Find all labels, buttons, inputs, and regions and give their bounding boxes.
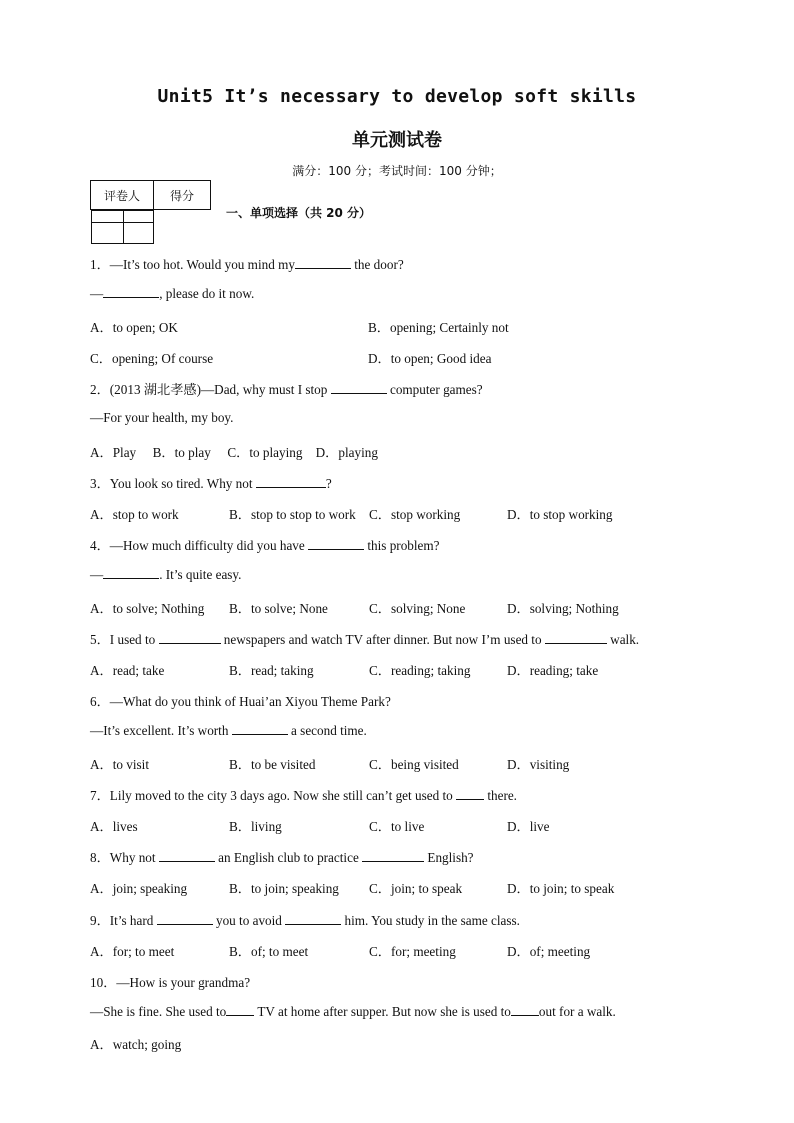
option-4d: D．solving; Nothing: [507, 601, 619, 616]
option-7d: D．live: [507, 819, 550, 834]
option-8b: B．to join; speaking: [229, 881, 339, 896]
option-6c: C．being visited: [369, 757, 459, 772]
question-4-reply: — . It’s quite easy.: [90, 567, 242, 582]
exam-meta: 满分：100 分；考试时间：100 分钟；: [292, 164, 502, 178]
answer-blank: [545, 631, 607, 644]
question-6: 6．—What do you think of Huai’an Xiyou Theme Park?: [90, 694, 391, 709]
answer-blank: [295, 256, 351, 269]
score-header: 得分: [154, 181, 211, 210]
section-heading: 一、单项选择（共 20 分）: [226, 206, 372, 220]
grader-cell: [91, 211, 124, 244]
option-4c: C．solving; None: [369, 601, 466, 616]
option-1a: A．to open; OK: [90, 320, 178, 335]
option-8c: C．join; to speak: [369, 881, 463, 896]
option-6d: D．visiting: [507, 757, 570, 772]
answer-blank: [103, 566, 159, 579]
answer-blank: [511, 1003, 539, 1016]
answer-blank: [256, 475, 326, 488]
option-9b: B．of; to meet: [229, 944, 309, 959]
option-5b: B．read; taking: [229, 663, 314, 678]
answer-blank: [159, 849, 215, 862]
option-7a: A．lives: [90, 819, 138, 834]
option-1c: C．opening; Of course: [90, 351, 214, 366]
option-3c: C．stop working: [369, 507, 461, 522]
answer-blank: [159, 631, 221, 644]
answer-blank: [285, 912, 341, 925]
document-subtitle: 单元测试卷: [352, 130, 442, 151]
option-3a: A．stop to work: [90, 507, 179, 522]
question-8: 8．Why not an English club to practice English?: [90, 850, 474, 865]
question-6-reply: —It’s excellent. It’s worth a second time.: [90, 723, 367, 738]
question-3: 3．You look so tired. Why not ?: [90, 476, 332, 491]
answer-blank: [157, 912, 213, 925]
answer-blank: [226, 1003, 254, 1016]
answer-blank: [232, 722, 288, 735]
option-5d: D．reading; take: [507, 663, 599, 678]
option-3b: B．stop to stop to work: [229, 507, 356, 522]
question-10: 10．—How is your grandma?: [90, 975, 251, 990]
question-7: 7．Lily moved to the city 3 days ago. Now she still can’t get used to there.: [90, 788, 517, 803]
answer-blank: [456, 787, 484, 800]
answer-blank: [331, 381, 387, 394]
option-7b: B．living: [229, 819, 282, 834]
answer-blank: [103, 285, 159, 298]
options-2: A．Play B．to play C．to playing D．playing: [90, 445, 378, 460]
option-4b: B．to solve; None: [229, 601, 328, 616]
option-10a: A．watch; going: [90, 1037, 182, 1052]
option-3d: D．to stop working: [507, 507, 613, 522]
question-4: 4．—How much difficulty did you have this problem?: [90, 538, 440, 553]
document-title: Unit5 It’s necessary to develop soft skills: [157, 86, 637, 107]
answer-blank: [308, 537, 364, 550]
question-5: 5．I used to newspapers and watch TV after dinner. But now I’m used to walk.: [90, 632, 640, 647]
option-1b: B．opening; Certainly not: [368, 320, 509, 335]
option-5a: A．read; take: [90, 663, 165, 678]
option-9c: C．for; meeting: [369, 944, 456, 959]
score-cell: [124, 211, 153, 244]
option-8d: D．to join; to speak: [507, 881, 615, 896]
option-6a: A．to visit: [90, 757, 149, 772]
option-7c: C．to live: [369, 819, 425, 834]
option-4a: A．to solve; Nothing: [90, 601, 205, 616]
question-1-reply: — , please do it now.: [90, 286, 255, 301]
question-1: 1．—It’s too hot. Would you mind my the door?: [90, 257, 404, 272]
option-6b: B．to be visited: [229, 757, 316, 772]
grader-header: 评卷人: [91, 181, 154, 210]
option-9a: A．for; to meet: [90, 944, 175, 959]
question-9: 9．It’s hard you to avoid him. You study in the same class.: [90, 913, 520, 928]
question-2: 2．(2013 湖北孝感)—Dad, why must I stop computer games?: [90, 382, 483, 397]
question-10-reply: —She is fine. She used to TV at home after supper. But now she is used to out for a walk.: [90, 1004, 616, 1019]
option-5c: C．reading; taking: [369, 663, 471, 678]
question-2-reply: —For your health, my boy.: [90, 410, 234, 425]
option-9d: D．of; meeting: [507, 944, 591, 959]
option-1d: D．to open; Good idea: [368, 351, 492, 366]
score-table: [90, 180, 211, 228]
option-8a: A．join; speaking: [90, 881, 188, 896]
answer-blank: [362, 849, 424, 862]
